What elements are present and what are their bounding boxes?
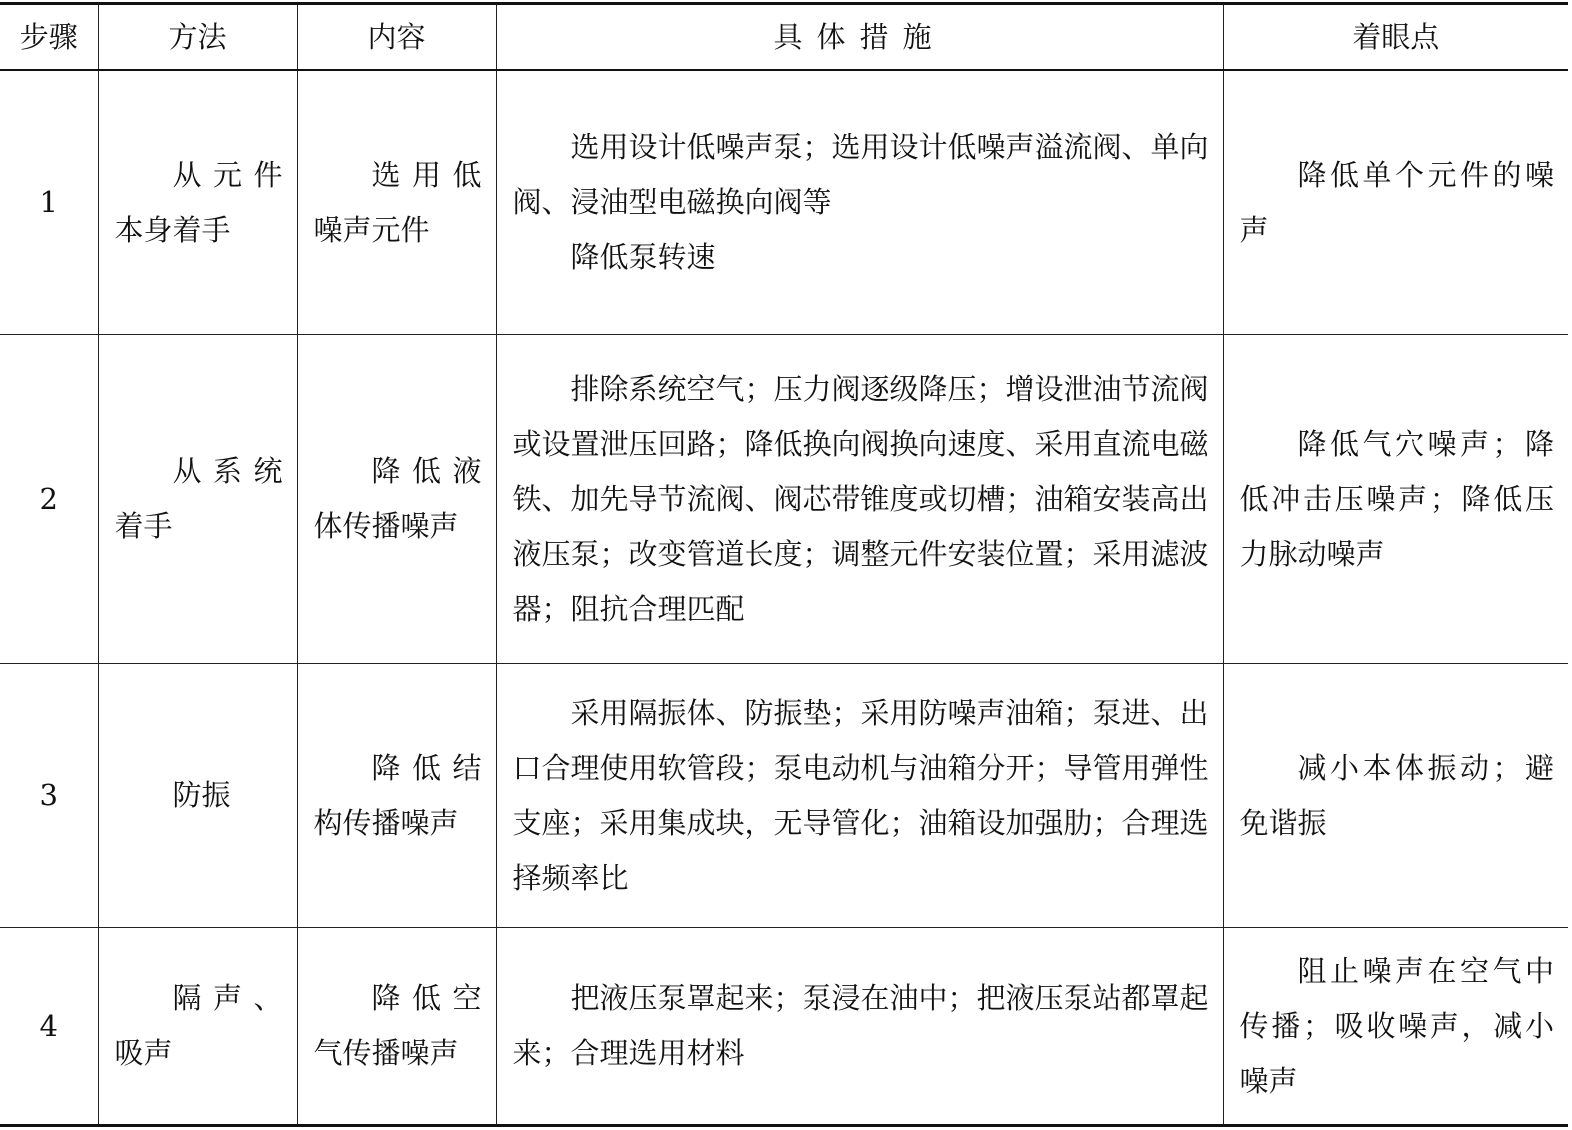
- method-cell: [98, 335, 297, 664]
- method-cell: [98, 70, 297, 335]
- content-text: 降低空气传播噪声: [313, 981, 482, 1070]
- focus-cell: [1223, 70, 1568, 335]
- table-row: [0, 664, 1568, 928]
- focus-text: 降低气穴噪声；降低冲击压噪声；降低压力脉动噪声: [1239, 426, 1554, 571]
- measures-cell: [496, 70, 1223, 335]
- step-cell: 2: [0, 335, 98, 664]
- method-cell: [98, 664, 297, 928]
- method-cell: [98, 928, 297, 1126]
- method-text: 从系统着手: [114, 454, 283, 543]
- table-row: [0, 70, 1568, 335]
- measures-cell: [496, 664, 1223, 928]
- table-row: [0, 928, 1568, 1126]
- content-cell: [297, 664, 496, 928]
- focus-text: 降低单个元件的噪声: [1239, 157, 1554, 247]
- header-method: 方法: [98, 4, 297, 71]
- noise-control-table: [0, 2, 1568, 1127]
- focus-text: 减小本体振动；避免谐振: [1239, 750, 1554, 840]
- focus-cell: [1223, 335, 1568, 664]
- content-cell: [297, 928, 496, 1126]
- header-focus: 着眼点: [1223, 4, 1568, 71]
- header-measures: 具体措施: [496, 4, 1223, 71]
- method-text: 从元件本身着手: [114, 157, 283, 247]
- measures-cell: [496, 335, 1223, 664]
- focus-cell: [1223, 928, 1568, 1126]
- measures-text: 采用隔振体、防振垫；采用防噪声油箱；泵进、出口合理使用软管段；泵电动机与油箱分开；导管用弹性支座；采用集成块，无导管化；油箱设加强肋；合理选择频率比: [512, 695, 1209, 895]
- measures-text: 排除系统空气；压力阀逐级降压；增设泄油节流阀或设置泄压回路；降低换向阀换向速度、采用直流电磁铁、加先导节流阀、阀芯带锥度或切槽；油箱安装高出液压泵；改变管道长度；调整元件安装位置；采用滤波器；阻抗合理匹配: [512, 371, 1209, 626]
- measures-text: 把液压泵罩起来；泵浸在油中；把液压泵站都罩起来；合理选用材料: [512, 981, 1209, 1070]
- focus-text: 阻止噪声在空气中传播；吸收噪声，减小噪声: [1239, 953, 1554, 1098]
- content-text: 降低液体传播噪声: [313, 454, 482, 543]
- table-row: [0, 335, 1568, 664]
- header-content: 内容: [297, 4, 496, 71]
- measures-text: 降低泵转速: [570, 240, 716, 274]
- header-row: [0, 4, 1568, 71]
- step-cell: 3: [0, 664, 98, 928]
- header-step: 步骤: [0, 4, 98, 71]
- measures-cell: [496, 928, 1223, 1126]
- content-cell: [297, 335, 496, 664]
- measures-text: 选用设计低噪声泵；选用设计低噪声溢流阀、单向阀、浸油型电磁换向阀等: [512, 130, 1209, 219]
- content-text: 降低结构传播噪声: [313, 750, 482, 840]
- method-text: 隔声、吸声: [114, 981, 283, 1070]
- content-text: 选用低噪声元件: [313, 157, 482, 247]
- method-text: 防振: [172, 778, 231, 812]
- step-cell: 1: [0, 70, 98, 335]
- focus-cell: [1223, 664, 1568, 928]
- content-cell: [297, 70, 496, 335]
- step-cell: 4: [0, 928, 98, 1126]
